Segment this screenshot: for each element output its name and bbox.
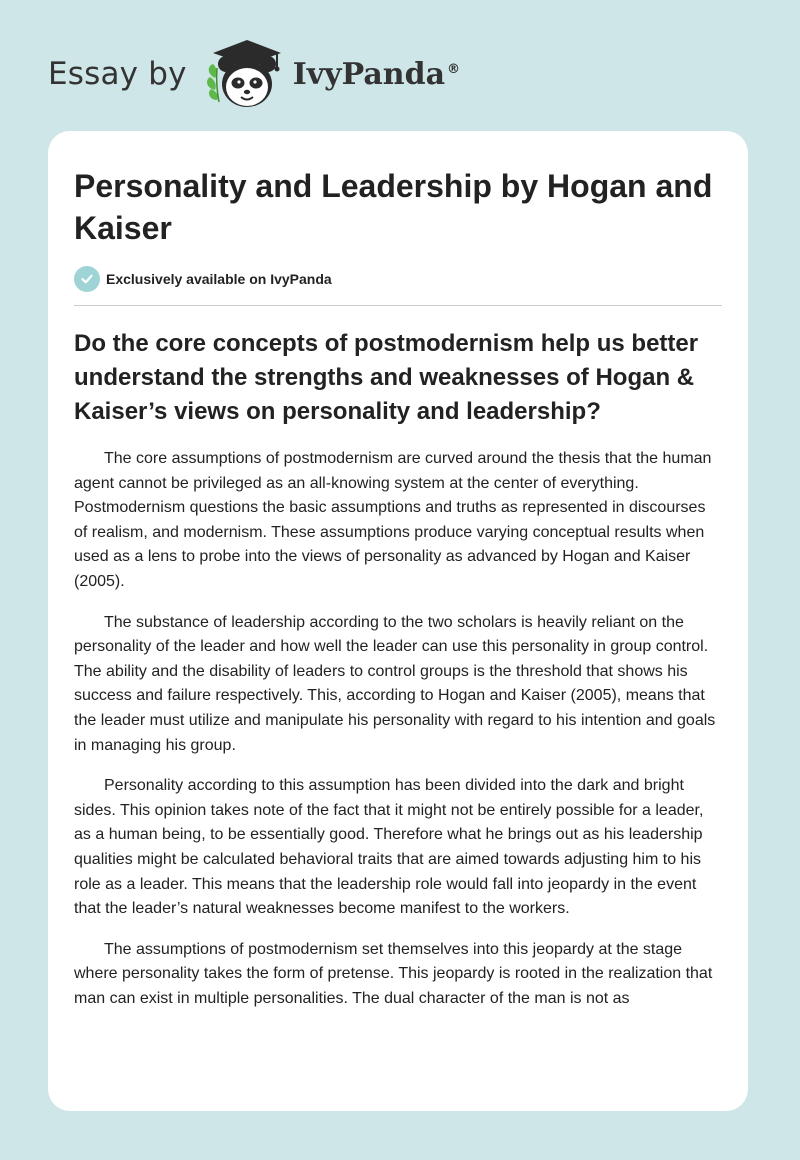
brand-name[interactable] (293, 57, 460, 92)
exclusive-label: Exclusively available on IvyPanda (106, 271, 332, 287)
exclusive-badge (74, 266, 722, 292)
registered-mark: ® (447, 61, 461, 77)
site-header (48, 34, 460, 114)
paragraph: The substance of leadership according to the two scholars is heavily reliant on the personality of the leader and how well the leader can use this personality in group control. The ability and the disability of leaders to control groups is the threshold that shows his success and failure respectively. This, according to Hogan and Kaiser (2005), means that the leader must utilize and manipulate his personality with regard to his intention and goals in managing his group. (74, 613, 716, 754)
brand-text: IvyPanda (292, 56, 446, 92)
article-card (48, 131, 748, 1111)
paragraph: Personality according to this assumption has been divided into the dark and bright sides. This opinion takes note of the fact that it might not be entirely possible for a leader, as a human being, to be essentially good. Therefore what he brings out as his leadership qualities might be calculated behavioral traits that are aimed towards adjusting him to his role as a leader. This means that the leadership role would fall into jeopardy in the event that the leader’s natural weaknesses become manifest to the workers. (74, 777, 704, 918)
essay-by-label: Essay by (48, 56, 187, 92)
divider (74, 305, 722, 306)
paragraph: The core assumptions of postmodernism are curved around the thesis that the human agent cannot be privileged as an all-knowing system at the center of everything. Postmodernism questions the basic assumptions and truths as represented in discourses of realism, and modernism. These assumptions produce varying conceptual results when used as a lens to probe into the views of personality as advanced by Hogan and Kaiser (2005). (74, 450, 712, 590)
check-circle-icon (74, 266, 100, 292)
paragraph: The assumptions of postmodernism set themselves into this jeopardy at the stage where personality takes the form of pretense. This jeopardy is rooted in the realization that man can exist in multiple personalities. The dual character of the man is not as (74, 940, 713, 1007)
article-body (74, 447, 722, 1011)
page-title: Personality and Leadership by Hogan and Kaiser (74, 168, 713, 246)
panda-graduate-icon[interactable] (201, 34, 289, 114)
section-heading: Do the core concepts of postmodernism help us better understand the strengths and weaknesses of Hogan & Kaiser’s views on personality and leadership? (74, 330, 699, 425)
